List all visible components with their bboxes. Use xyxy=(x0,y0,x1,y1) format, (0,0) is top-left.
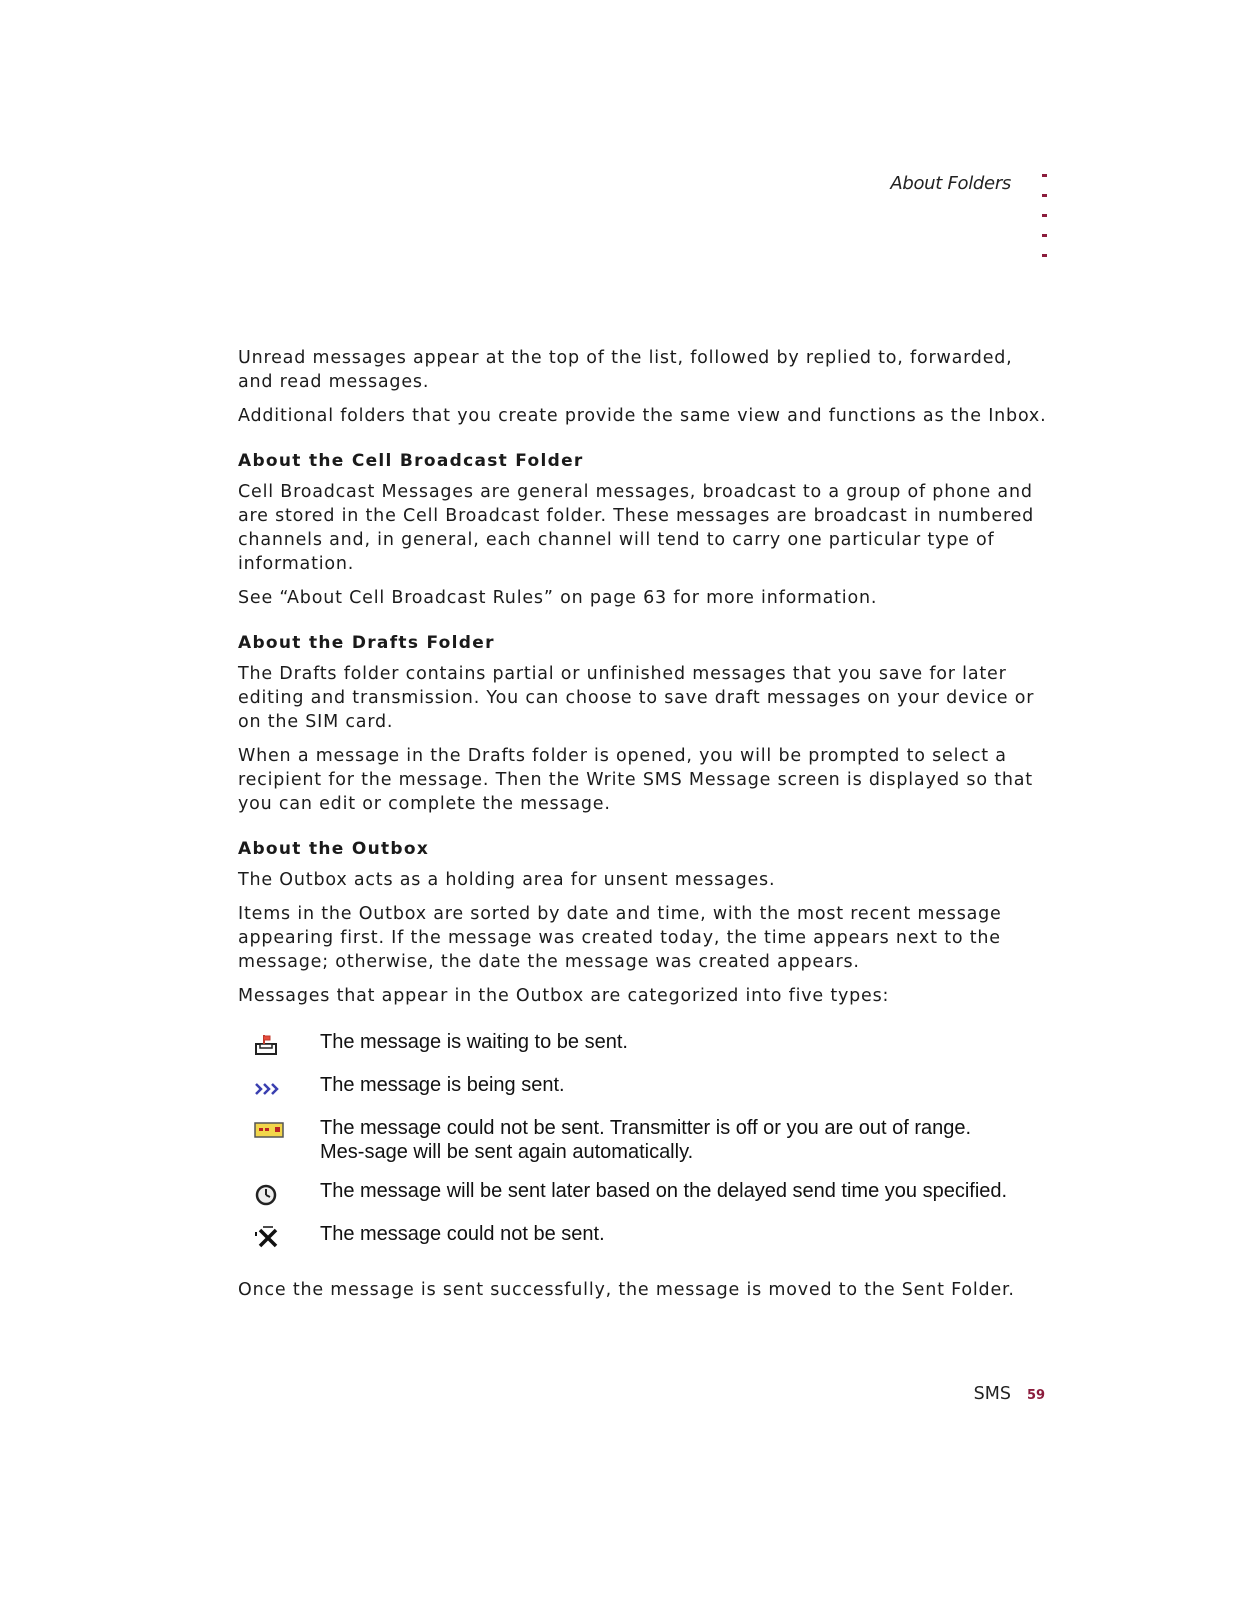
type-description: The message will be sent later based on the delayed send time you specified. xyxy=(320,1180,1008,1202)
outbox-paragraph-2: Items in the Outbox are sorted by date and time, with the most recent message appearing first. If the message was created today, the time appears next to the message; otherwise, the date the message was created appears. xyxy=(238,904,1002,972)
type-description: The message could not be sent. xyxy=(320,1223,605,1245)
type-description: The message could not be sent. Transmitter is off or you are out of range. Mes-sage will be sent again automatically. xyxy=(320,1117,972,1163)
outbox-heading: About the Outbox xyxy=(238,839,430,859)
intro-paragraph-1: Unread messages appear at the top of the list, followed by replied to, forwarded, and read messages. xyxy=(238,348,1013,392)
outbox-closing-paragraph: Once the message is sent successfully, the message is moved to the Sent Folder. xyxy=(238,1280,1015,1300)
out-of-range-icon xyxy=(238,1116,320,1144)
cell-broadcast-paragraph-1: Cell Broadcast Messages are general messages, broadcast to a group of phone and are stored in the Cell Broadcast folder. These messages are broadcast in numbered channels and, in general, each channel will tend to carry one particular type of information. xyxy=(238,482,1035,574)
send-failed-x-icon xyxy=(238,1222,320,1250)
page-header xyxy=(0,0,1237,280)
list-item xyxy=(238,1222,1048,1250)
outbox-waiting-icon xyxy=(238,1030,320,1058)
list-item xyxy=(238,1073,1048,1101)
list-item xyxy=(238,1179,1048,1207)
sending-arrows-icon xyxy=(238,1073,320,1101)
delayed-clock-icon xyxy=(238,1179,320,1207)
outbox-type-list xyxy=(238,1030,1048,1250)
type-description: The message is waiting to be sent. xyxy=(320,1031,628,1053)
page-footer xyxy=(0,1380,1237,1420)
list-item xyxy=(238,1116,1048,1164)
outbox-paragraph-3: Messages that appear in the Outbox are categorized into five types: xyxy=(238,986,890,1006)
header-dots-decoration xyxy=(1042,174,1047,274)
chapter-label: SMS xyxy=(973,1384,1011,1404)
outbox-paragraph-1: The Outbox acts as a holding area for unsent messages. xyxy=(238,870,776,890)
page-content xyxy=(238,346,1048,1312)
intro-paragraph-2: Additional folders that you create provide the same view and functions as the Inbox. xyxy=(238,406,1047,426)
type-description: The message is being sent. xyxy=(320,1074,565,1096)
section-title: About Folders xyxy=(890,173,1011,194)
cell-broadcast-heading: About the Cell Broadcast Folder xyxy=(238,451,584,471)
page-number: 59 xyxy=(1027,1388,1046,1403)
drafts-paragraph-2: When a message in the Drafts folder is opened, you will be prompted to select a recipient for the message. Then the Write SMS Message screen is displayed so that you can edit or complete the message. xyxy=(238,746,1033,814)
cell-broadcast-paragraph-2: See “About Cell Broadcast Rules” on page 63 for more information. xyxy=(238,588,878,608)
list-item xyxy=(238,1030,1048,1058)
drafts-paragraph-1: The Drafts folder contains partial or unfinished messages that you save for later editing and transmission. You can choose to save draft messages on your device or on the SIM card. xyxy=(238,664,1035,732)
drafts-heading: About the Drafts Folder xyxy=(238,633,495,653)
